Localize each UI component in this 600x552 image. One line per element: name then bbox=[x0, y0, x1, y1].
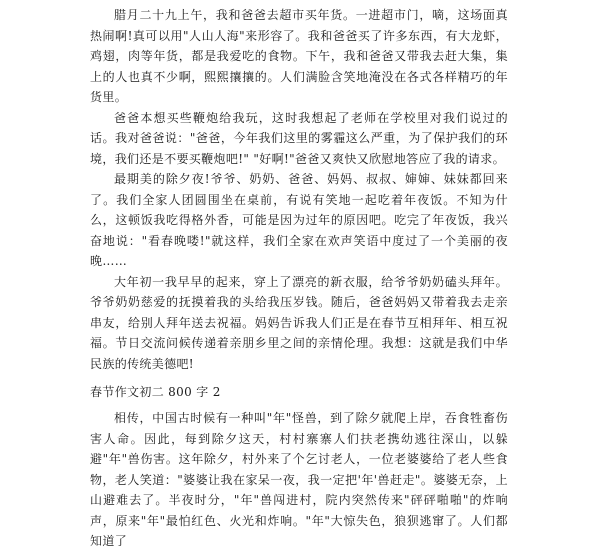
paragraph-firecrackers: 爸爸本想买些鞭炮给我玩，这时我想起了老师在学校里对我们说过的话。我对爸爸说："爸爸，今年我们这里的雾霾这么严重，为了保护我们的环境，我们还是不要买鞭炮吧!" "好啊!"爸爸又爽快又欣慰地答应了我的请求。 bbox=[90, 110, 508, 166]
section-heading bbox=[90, 382, 508, 402]
section-title-subtitle: 800 字 2 bbox=[168, 385, 221, 399]
paragraph-new-year-day: 大年初一我早早的起来，穿上了漂亮的新衣服，给爷爷奶奶磕头拜年。爷爷奶奶慈爱的抚摸着我的头给我压岁钱。随后，爸爸妈妈又带着我去走亲串友，给别人拜年送去祝福。妈妈告诉我人们正是在春节互相拜年、相互祝福。节日交流问候传递着亲朋乡里之间的亲情伦理。我想：这就是我们中华民族的传统美德吧! bbox=[90, 274, 508, 371]
essay-body bbox=[90, 5, 508, 552]
paragraph-nian-legend: 相传，中国古时候有一种叫"年"怪兽，到了除夕就爬上岸，吞食牲畜伤害人命。因此，每到除夕这天，村村寨寨人们扶老携幼逃往深山，以躲避"年"兽伤害。这年除夕，村外来了个乞讨老人，一位老婆婆给了老人些食物，老人笑道："婆婆让我在家呆一夜，我一定把'年'兽赶走"。婆婆无奈，上山避难去了。半夜时分，"年"兽闯进村，院内突然传来"砰砰啪啪"的炸响声，原来"年"最怕红色、火光和炸响。"年"大惊失色，狼狈逃窜了。人们都知道了 bbox=[90, 411, 508, 548]
paragraph-new-years-eve: 最期美的除夕夜!爷爷、奶奶、爸爸、妈妈、叔叔、婶婶、妹妹都回来了。我们全家人团圆围坐在桌前，有说有笑地一起吃着年夜饭。不知为什么，这顿饭我吃得格外香，可能是因为过年的原因吧。吃完了年夜饭，我兴奋地说："看春晚喽!"就这样，我们全家在欢声笑语中度过了一个美丽的夜晚…… bbox=[90, 172, 508, 268]
paragraph-shopping: 腊月二十九上午，我和爸爸去超市买年货。一进超市门，嘀，这场面真热闹啊!真可以用"人山人海"来形容了。我和爸爸买了许多东西，有大龙虾，鸡翅，肉等年货，都是我爱吃的食物。下午，我和爸爸又带我去赶大集，集上的人也真不少啊，熙熙攘攘的。人们满脸含笑地淹没在各式各样精巧的年货里。 bbox=[90, 8, 508, 104]
section-title-text: 春节作文初二 bbox=[90, 385, 165, 399]
